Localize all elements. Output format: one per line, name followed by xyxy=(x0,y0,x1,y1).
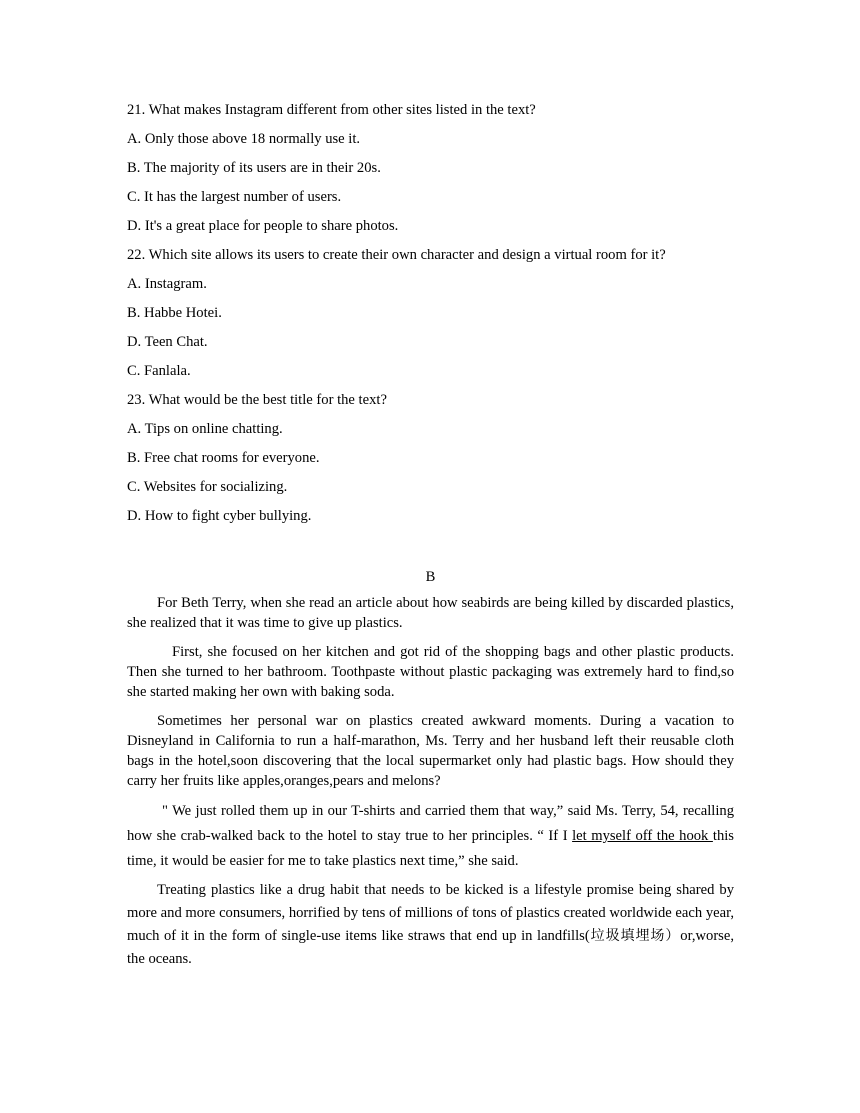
passage-paragraph xyxy=(127,879,734,971)
question-stem: 22. Which site allows its users to create their own character and design a virtual room for it? xyxy=(127,247,666,263)
question-21 xyxy=(127,101,734,246)
question-23 xyxy=(127,391,734,536)
section-title: B xyxy=(425,569,436,585)
document-content xyxy=(127,101,734,980)
passage-paragraph xyxy=(127,799,734,874)
passage xyxy=(127,593,734,971)
answer-option: A. Instagram. xyxy=(127,276,207,292)
answer-option: C. Fanlala. xyxy=(127,363,191,379)
question-22 xyxy=(127,246,734,391)
question-stem: 21. What makes Instagram different from other sites listed in the text? xyxy=(127,102,536,118)
answer-option: B. The majority of its users are in their 20s. xyxy=(127,160,381,176)
answer-option: C. Websites for socializing. xyxy=(127,479,288,495)
answer-option: D. It's a great place for people to share photos. xyxy=(127,218,399,234)
paragraph-text: this time, it would be easier for me to take plastics next time,” she said. xyxy=(127,828,734,869)
answer-option: B. Habbe Hotei. xyxy=(127,305,222,321)
paragraph-text: " We just rolled them up in our T-shirts and carried them that way,” said Ms. Terry, 54, recalling how she crab-walked back to the hotel to stay true to her principles. “ If I xyxy=(127,803,734,844)
paragraph-text: or,worse, the oceans. xyxy=(127,928,734,967)
answer-option: D. Teen Chat. xyxy=(127,334,208,350)
answer-option: D. How to fight cyber bullying. xyxy=(127,508,312,524)
question-stem: 23. What would be the best title for the text? xyxy=(127,392,387,408)
underlined-phrase: let myself off the hook xyxy=(572,828,713,844)
chinese-gloss: 垃圾填埋场） xyxy=(589,928,681,944)
passage-paragraph: First, she focused on her kitchen and got rid of the shopping bags and other plastic products. Then she turned to her bathroom. Toothpaste without plastic packaging was extremely hard to find,so she started making her own with baking soda. xyxy=(127,644,734,700)
answer-option: B. Free chat rooms for everyone. xyxy=(127,450,320,466)
answer-option: C. It has the largest number of users. xyxy=(127,189,342,205)
paragraph-text: Treating plastics like a drug habit that needs to be kicked is a lifestyle promise being shared by more and more consumers, horrified by tens of millions of tons of plastics created worldwide each year, much of it in the form of single-use items like straws that end up in landfills( xyxy=(127,882,734,944)
passage-paragraph: Sometimes her personal war on plastics created awkward moments. During a vacation to Disneyland in California to run a half-marathon, Ms. Terry and her husband left their reusable cloth bags in the hotel,soon discovering that the local supermarket only had plastic bags. How should they carry her fruits like apples,oranges,pears and melons? xyxy=(127,713,734,789)
answer-option: A. Only those above 18 normally use it. xyxy=(127,131,361,147)
passage-paragraph: For Beth Terry, when she read an article about how seabirds are being killed by discarded plastics, she realized that it was time to give up plastics. xyxy=(127,595,734,631)
answer-option: A. Tips on online chatting. xyxy=(127,421,283,437)
